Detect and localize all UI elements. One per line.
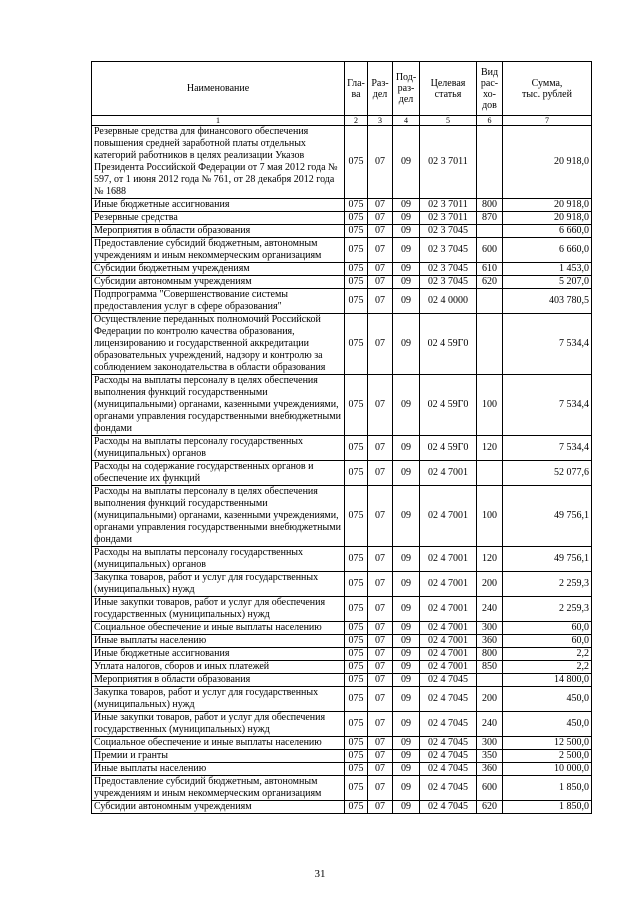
row-glava: 075 [345, 314, 368, 375]
row-summa: 450,0 [503, 712, 592, 737]
header-summa: Сумма, тыс. рублей [503, 62, 592, 116]
row-statya: 02 3 7011 [420, 126, 477, 199]
row-statya: 02 4 7001 [420, 635, 477, 648]
header-statya: Целевая статья [420, 62, 477, 116]
row-razdel: 07 [368, 801, 393, 814]
row-statya: 02 4 7045 [420, 750, 477, 763]
row-vid [477, 289, 503, 314]
row-glava: 075 [345, 776, 368, 801]
row-glava: 075 [345, 461, 368, 486]
row-summa: 10 000,0 [503, 763, 592, 776]
row-name: Субсидии бюджетным учреждениям [92, 263, 345, 276]
row-podrazdel: 09 [393, 737, 420, 750]
row-vid: 200 [477, 687, 503, 712]
row-summa: 14 800,0 [503, 674, 592, 687]
row-name: Субсидии автономным учреждениям [92, 276, 345, 289]
row-podrazdel: 09 [393, 661, 420, 674]
header-podrazdel: Под- раз- дел [393, 62, 420, 116]
table-row [92, 776, 592, 801]
row-name: Резервные средства для финансового обеспечения повышения средней заработной платы отдельных категорий работников в целях реализации Указов Президента Российской Федерации от 7 мая 2012 года № 597, от 1 июня 2012 года № 761, от 28 декабря 2012 года № 1688 [92, 126, 345, 199]
row-glava: 075 [345, 547, 368, 572]
row-podrazdel: 09 [393, 597, 420, 622]
row-podrazdel: 09 [393, 750, 420, 763]
row-name: Социальное обеспечение и иные выплаты населению [92, 737, 345, 750]
row-razdel: 07 [368, 547, 393, 572]
row-razdel: 07 [368, 572, 393, 597]
row-statya: 02 4 7001 [420, 572, 477, 597]
row-vid: 120 [477, 547, 503, 572]
row-podrazdel: 09 [393, 238, 420, 263]
row-name: Предоставление субсидий бюджетным, автономным учреждениям и иным некоммерческим организациям [92, 238, 345, 263]
row-name: Резервные средства [92, 212, 345, 225]
row-razdel: 07 [368, 763, 393, 776]
row-glava: 075 [345, 712, 368, 737]
row-summa: 450,0 [503, 687, 592, 712]
row-summa: 60,0 [503, 635, 592, 648]
row-summa: 20 918,0 [503, 212, 592, 225]
row-statya: 02 4 7045 [420, 674, 477, 687]
row-name: Подпрограмма "Совершенствование системы предоставления услуг в сфере образования" [92, 289, 345, 314]
row-podrazdel: 09 [393, 225, 420, 238]
row-summa: 1 850,0 [503, 801, 592, 814]
row-razdel: 07 [368, 276, 393, 289]
row-glava: 075 [345, 276, 368, 289]
row-statya: 02 3 7045 [420, 276, 477, 289]
row-razdel: 07 [368, 597, 393, 622]
row-vid: 800 [477, 648, 503, 661]
header-name: Наименование [92, 62, 345, 116]
header-razdel: Раз- дел [368, 62, 393, 116]
table-row [92, 687, 592, 712]
row-razdel: 07 [368, 375, 393, 436]
row-statya: 02 4 7001 [420, 547, 477, 572]
row-vid: 800 [477, 199, 503, 212]
column-number: 2 [345, 116, 368, 126]
row-razdel: 07 [368, 687, 393, 712]
row-glava: 075 [345, 238, 368, 263]
row-name: Субсидии автономным учреждениям [92, 801, 345, 814]
row-glava: 075 [345, 199, 368, 212]
row-podrazdel: 09 [393, 199, 420, 212]
row-vid: 620 [477, 801, 503, 814]
row-name: Закупка товаров, работ и услуг для государственных (муниципальных) нужд [92, 572, 345, 597]
row-statya: 02 4 7001 [420, 622, 477, 635]
table-row [92, 212, 592, 225]
row-summa: 403 780,5 [503, 289, 592, 314]
column-number-row [92, 116, 592, 126]
row-podrazdel: 09 [393, 375, 420, 436]
row-glava: 075 [345, 687, 368, 712]
row-name: Закупка товаров, работ и услуг для государственных (муниципальных) нужд [92, 687, 345, 712]
row-glava: 075 [345, 674, 368, 687]
row-vid: 870 [477, 212, 503, 225]
row-razdel: 07 [368, 750, 393, 763]
row-summa: 60,0 [503, 622, 592, 635]
budget-table [91, 61, 592, 814]
row-vid: 850 [477, 661, 503, 674]
row-summa: 6 660,0 [503, 225, 592, 238]
row-podrazdel: 09 [393, 547, 420, 572]
row-glava: 075 [345, 635, 368, 648]
row-glava: 075 [345, 436, 368, 461]
row-glava: 075 [345, 750, 368, 763]
row-name: Иные закупки товаров, работ и услуг для обеспечения государственных (муниципальных) нужд [92, 712, 345, 737]
row-podrazdel: 09 [393, 635, 420, 648]
row-podrazdel: 09 [393, 486, 420, 547]
row-summa: 7 534,4 [503, 375, 592, 436]
table-row [92, 737, 592, 750]
row-razdel: 07 [368, 737, 393, 750]
row-summa: 2,2 [503, 661, 592, 674]
row-podrazdel: 09 [393, 763, 420, 776]
row-summa: 20 918,0 [503, 126, 592, 199]
row-podrazdel: 09 [393, 622, 420, 635]
table-row [92, 572, 592, 597]
row-glava: 075 [345, 597, 368, 622]
row-name: Осуществление переданных полномочий Российской Федерации по контролю качества образования, лицензированию и государственной аккредитации образовательных учреждений, надзору и контролю за соблюдением законодательства в области образования [92, 314, 345, 375]
row-podrazdel: 09 [393, 712, 420, 737]
row-name: Расходы на выплаты персоналу государственных (муниципальных) органов [92, 436, 345, 461]
row-name: Иные закупки товаров, работ и услуг для обеспечения государственных (муниципальных) нужд [92, 597, 345, 622]
row-name: Расходы на содержание государственных органов и обеспечение их функций [92, 461, 345, 486]
column-number: 4 [393, 116, 420, 126]
table-row [92, 635, 592, 648]
row-statya: 02 4 59Г0 [420, 436, 477, 461]
header-glava: Гла- ва [345, 62, 368, 116]
row-glava: 075 [345, 622, 368, 635]
row-glava: 075 [345, 763, 368, 776]
row-glava: 075 [345, 572, 368, 597]
row-name: Мероприятия в области образования [92, 225, 345, 238]
row-name: Мероприятия в области образования [92, 674, 345, 687]
row-statya: 02 4 7045 [420, 776, 477, 801]
row-statya: 02 4 0000 [420, 289, 477, 314]
table-row [92, 661, 592, 674]
row-razdel: 07 [368, 661, 393, 674]
row-name: Иные бюджетные ассигнования [92, 648, 345, 661]
row-vid: 600 [477, 776, 503, 801]
row-statya: 02 4 7001 [420, 486, 477, 547]
row-glava: 075 [345, 648, 368, 661]
row-name: Предоставление субсидий бюджетным, автономным учреждениям и иным некоммерческим организациям [92, 776, 345, 801]
row-statya: 02 4 59Г0 [420, 314, 477, 375]
row-vid [477, 225, 503, 238]
row-vid: 350 [477, 750, 503, 763]
row-podrazdel: 09 [393, 572, 420, 597]
row-summa: 52 077,6 [503, 461, 592, 486]
row-razdel: 07 [368, 263, 393, 276]
row-statya: 02 4 7045 [420, 763, 477, 776]
row-vid [477, 461, 503, 486]
table-row [92, 750, 592, 763]
row-glava: 075 [345, 225, 368, 238]
row-statya: 02 3 7045 [420, 263, 477, 276]
table-row [92, 276, 592, 289]
table-row [92, 648, 592, 661]
row-vid: 120 [477, 436, 503, 461]
row-summa: 2 259,3 [503, 572, 592, 597]
row-name: Уплата налогов, сборов и иных платежей [92, 661, 345, 674]
row-statya: 02 3 7045 [420, 238, 477, 263]
row-vid [477, 126, 503, 199]
row-summa: 20 918,0 [503, 199, 592, 212]
table-row [92, 289, 592, 314]
row-vid: 100 [477, 486, 503, 547]
row-podrazdel: 09 [393, 212, 420, 225]
row-glava: 075 [345, 486, 368, 547]
column-number: 3 [368, 116, 393, 126]
table-row [92, 486, 592, 547]
row-razdel: 07 [368, 712, 393, 737]
row-name: Иные бюджетные ассигнования [92, 199, 345, 212]
row-razdel: 07 [368, 674, 393, 687]
row-razdel: 07 [368, 461, 393, 486]
row-statya: 02 4 59Г0 [420, 375, 477, 436]
row-vid: 360 [477, 763, 503, 776]
row-statya: 02 4 7001 [420, 597, 477, 622]
row-razdel: 07 [368, 212, 393, 225]
row-statya: 02 4 7045 [420, 737, 477, 750]
row-razdel: 07 [368, 486, 393, 547]
row-vid: 300 [477, 622, 503, 635]
row-vid: 620 [477, 276, 503, 289]
table-row [92, 199, 592, 212]
row-podrazdel: 09 [393, 436, 420, 461]
row-name: Иные выплаты населению [92, 635, 345, 648]
row-summa: 5 207,0 [503, 276, 592, 289]
row-summa: 6 660,0 [503, 238, 592, 263]
row-statya: 02 4 7001 [420, 661, 477, 674]
row-glava: 075 [345, 737, 368, 750]
row-podrazdel: 09 [393, 674, 420, 687]
row-razdel: 07 [368, 225, 393, 238]
row-glava: 075 [345, 289, 368, 314]
row-statya: 02 4 7001 [420, 461, 477, 486]
row-vid: 600 [477, 238, 503, 263]
table-row [92, 712, 592, 737]
row-glava: 075 [345, 375, 368, 436]
budget-table-container [91, 61, 591, 814]
row-name: Расходы на выплаты персоналу в целях обеспечения выполнения функций государственными (муниципальными) органами, казенными учреждениями, органами управления государственными внебюджетными фондами [92, 375, 345, 436]
row-razdel: 07 [368, 622, 393, 635]
column-number: 5 [420, 116, 477, 126]
row-statya: 02 3 7011 [420, 212, 477, 225]
row-podrazdel: 09 [393, 314, 420, 375]
row-razdel: 07 [368, 289, 393, 314]
row-vid [477, 674, 503, 687]
table-row [92, 126, 592, 199]
row-summa: 12 500,0 [503, 737, 592, 750]
row-glava: 075 [345, 126, 368, 199]
row-razdel: 07 [368, 238, 393, 263]
row-glava: 075 [345, 801, 368, 814]
row-razdel: 07 [368, 314, 393, 375]
row-name: Премии и гранты [92, 750, 345, 763]
table-row [92, 436, 592, 461]
row-name: Социальное обеспечение и иные выплаты населению [92, 622, 345, 635]
row-statya: 02 3 7011 [420, 199, 477, 212]
row-podrazdel: 09 [393, 461, 420, 486]
row-summa: 2 259,3 [503, 597, 592, 622]
row-podrazdel: 09 [393, 263, 420, 276]
row-vid: 100 [477, 375, 503, 436]
table-row [92, 801, 592, 814]
row-vid: 200 [477, 572, 503, 597]
row-summa: 49 756,1 [503, 547, 592, 572]
table-row [92, 763, 592, 776]
row-name: Расходы на выплаты персоналу в целях обеспечения выполнения функций государственными (муниципальными) органами, казенными учреждениями, органами управления государственными внебюджетными фондами [92, 486, 345, 547]
row-vid: 240 [477, 712, 503, 737]
page-number: 31 [314, 868, 326, 880]
table-row [92, 547, 592, 572]
table-row [92, 622, 592, 635]
row-podrazdel: 09 [393, 289, 420, 314]
row-podrazdel: 09 [393, 776, 420, 801]
row-summa: 49 756,1 [503, 486, 592, 547]
row-razdel: 07 [368, 635, 393, 648]
row-vid: 360 [477, 635, 503, 648]
row-glava: 075 [345, 212, 368, 225]
row-statya: 02 4 7045 [420, 687, 477, 712]
table-row [92, 674, 592, 687]
row-summa: 2 500,0 [503, 750, 592, 763]
column-number: 7 [503, 116, 592, 126]
row-glava: 075 [345, 661, 368, 674]
row-name: Расходы на выплаты персоналу государственных (муниципальных) органов [92, 547, 345, 572]
table-row [92, 375, 592, 436]
row-razdel: 07 [368, 648, 393, 661]
row-razdel: 07 [368, 199, 393, 212]
row-glava: 075 [345, 263, 368, 276]
row-summa: 2,2 [503, 648, 592, 661]
table-row [92, 263, 592, 276]
row-razdel: 07 [368, 436, 393, 461]
header-vid: Вид рас- хо- дов [477, 62, 503, 116]
column-number: 1 [92, 116, 345, 126]
row-podrazdel: 09 [393, 126, 420, 199]
row-summa: 7 534,4 [503, 436, 592, 461]
column-number: 6 [477, 116, 503, 126]
row-podrazdel: 09 [393, 648, 420, 661]
row-vid: 240 [477, 597, 503, 622]
row-summa: 1 453,0 [503, 263, 592, 276]
row-summa: 7 534,4 [503, 314, 592, 375]
row-razdel: 07 [368, 126, 393, 199]
row-podrazdel: 09 [393, 276, 420, 289]
row-summa: 1 850,0 [503, 776, 592, 801]
table-row [92, 314, 592, 375]
row-statya: 02 3 7045 [420, 225, 477, 238]
row-vid [477, 314, 503, 375]
table-body [92, 126, 592, 814]
row-statya: 02 4 7045 [420, 712, 477, 737]
row-vid: 610 [477, 263, 503, 276]
row-razdel: 07 [368, 776, 393, 801]
row-podrazdel: 09 [393, 801, 420, 814]
table-row [92, 238, 592, 263]
table-header-row [92, 62, 592, 116]
table-row [92, 461, 592, 486]
table-row [92, 597, 592, 622]
row-statya: 02 4 7045 [420, 801, 477, 814]
row-name: Иные выплаты населению [92, 763, 345, 776]
table-row [92, 225, 592, 238]
row-statya: 02 4 7001 [420, 648, 477, 661]
row-podrazdel: 09 [393, 687, 420, 712]
row-vid: 300 [477, 737, 503, 750]
